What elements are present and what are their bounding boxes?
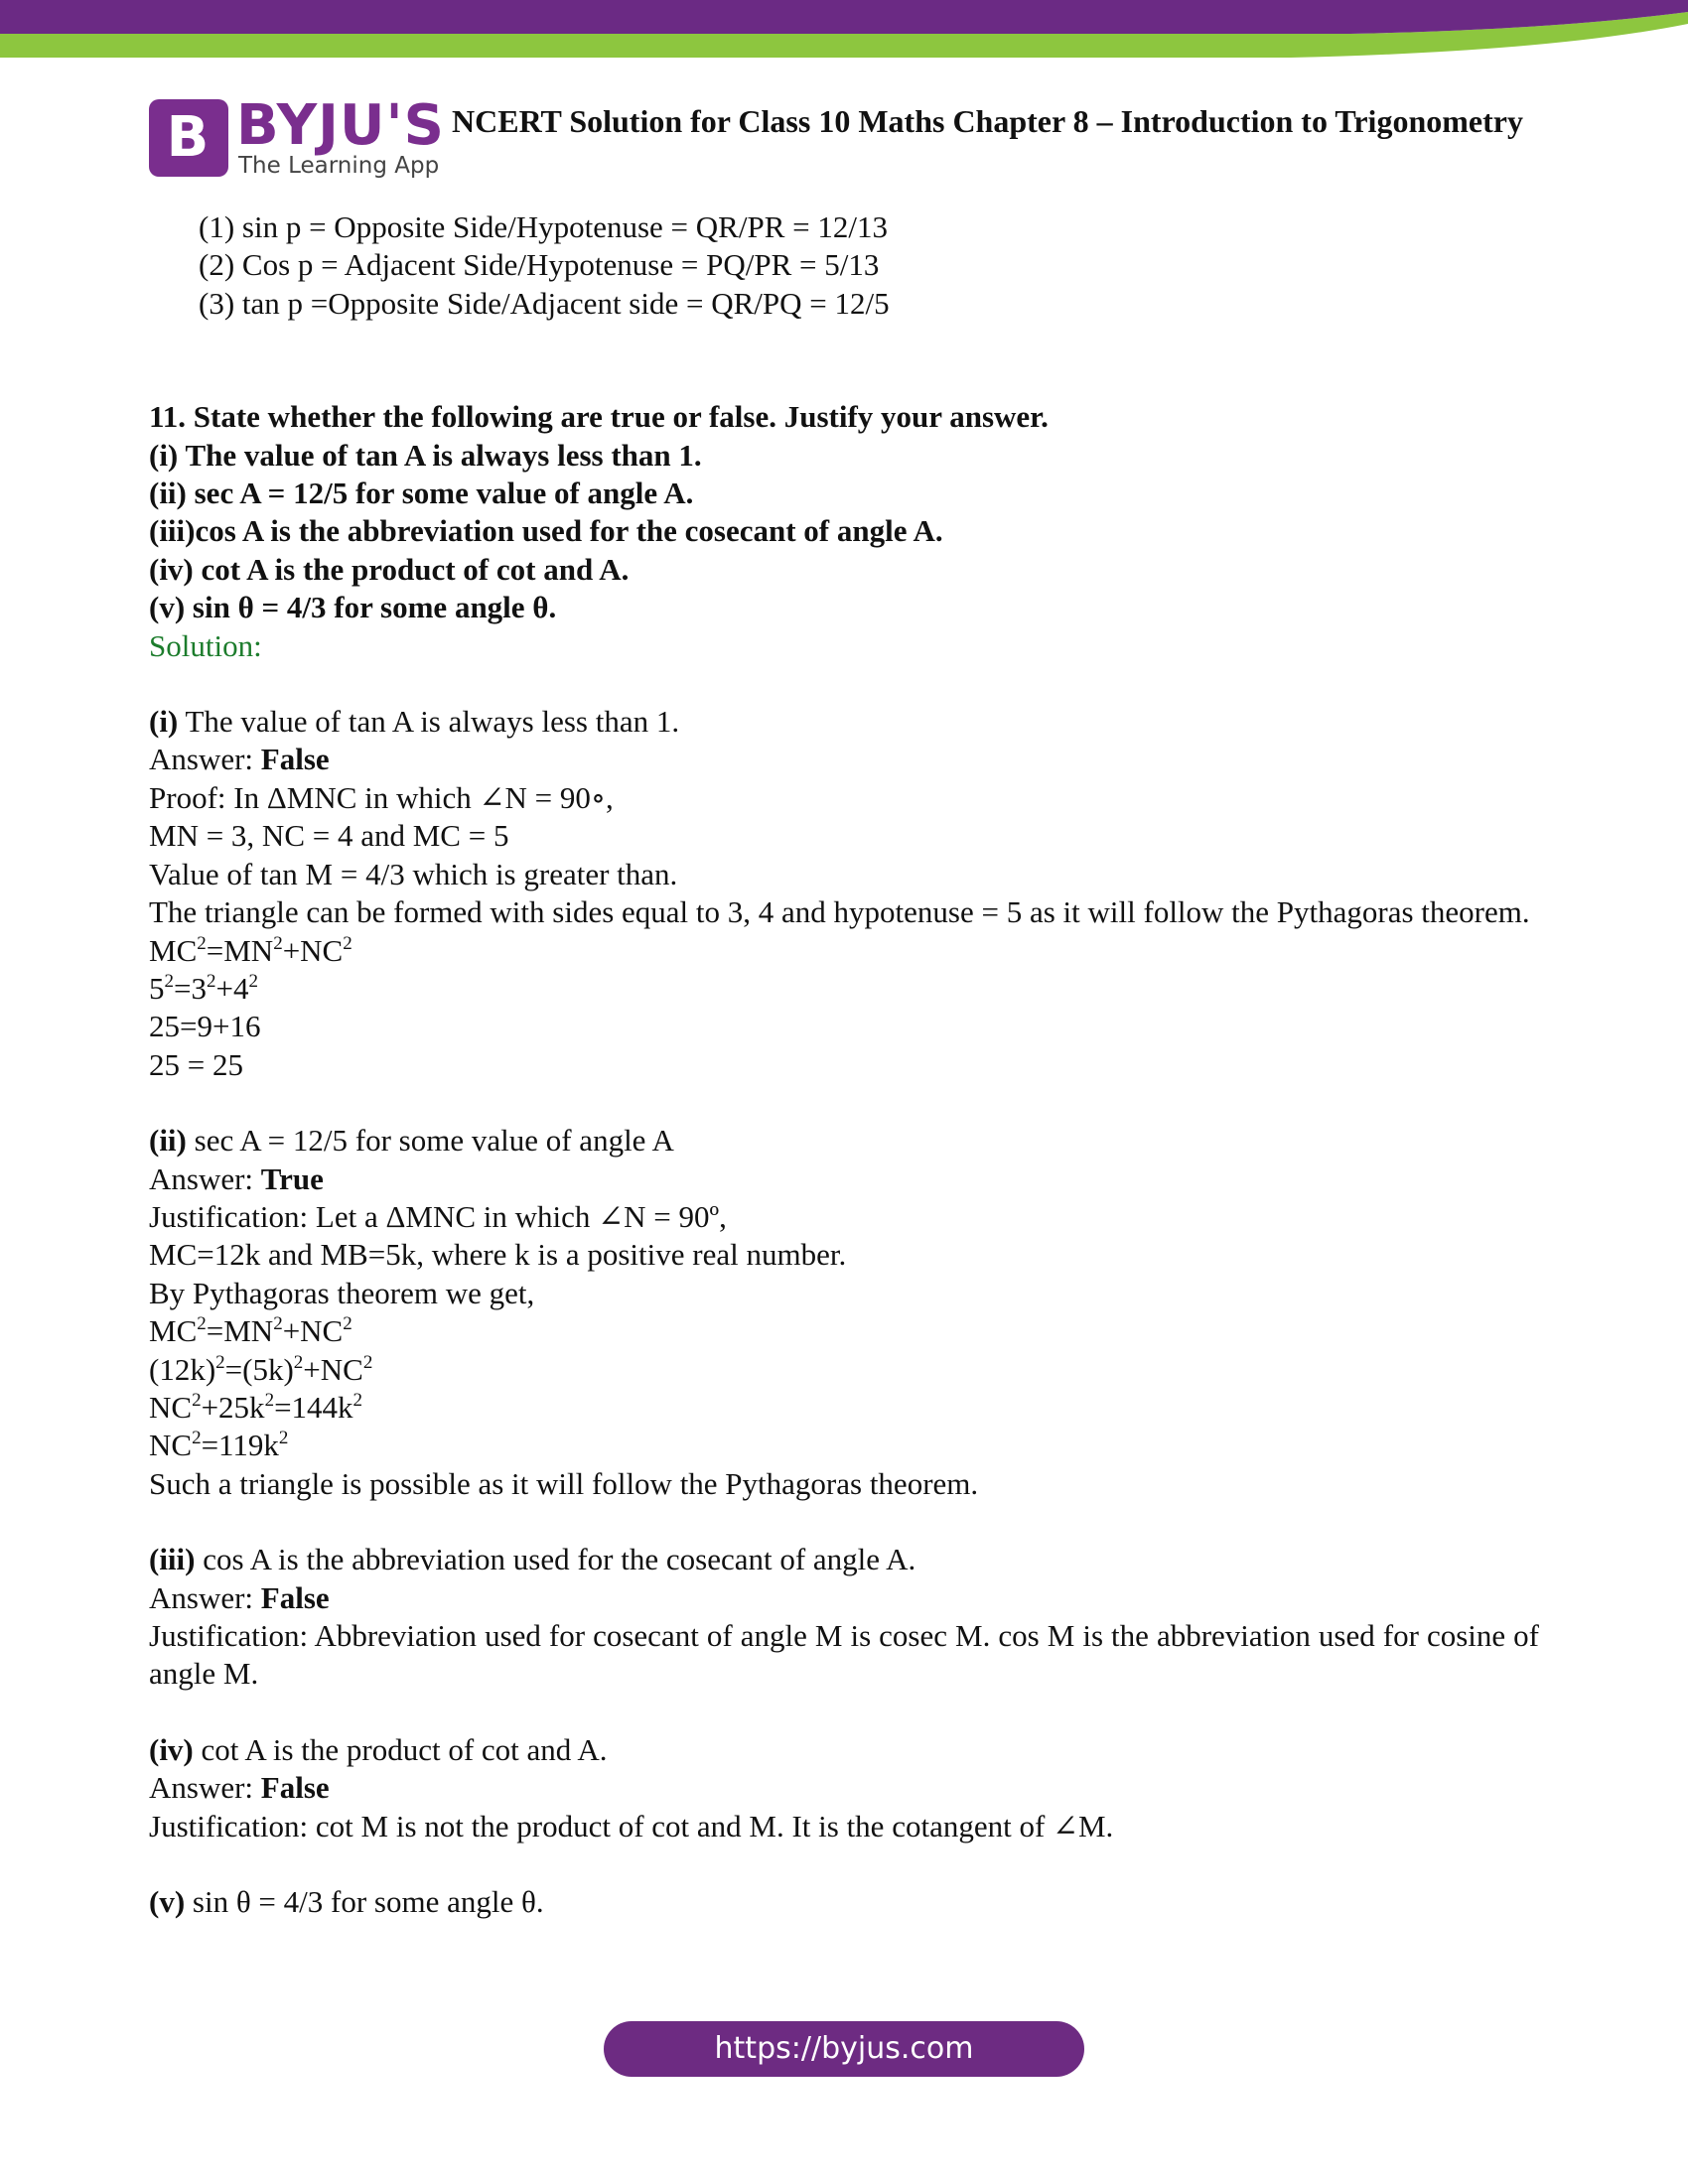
justification-line: Justification: Let a ΔMNC in which ∠N = 90º, [149, 1198, 727, 1234]
part-statement: The value of tan A is always less than 1. [178, 704, 680, 740]
question-line: (ii) sec A = 12/5 for some value of angle A. [149, 476, 694, 511]
proof-paragraph: The triangle can be formed with sides equal to 3, 4 and hypotenuse = 5 as it will follow the Pythagoras theorem. [149, 894, 1530, 930]
question-line: (i) The value of tan A is always less than 1. [149, 437, 702, 473]
proof-line: Value of tan M = 4/3 which is greater than. [149, 856, 678, 891]
equation: $NC^2+25k^2=144k^2$ [149, 1389, 363, 1425]
prev-answer-line: (3) tan p =Opposite Side/Adjacent side = QR/PQ = 12/5 [199, 285, 890, 321]
answer-value: True [260, 1160, 324, 1196]
previous-answers [149, 208, 1539, 323]
answer-label: Answer: [149, 1770, 261, 1806]
equation: $NC^2=119k^2$ [149, 1428, 289, 1463]
equation: $MC^2=MN^2+NC^2$ [149, 932, 352, 968]
prev-answer-line: (1) sin p = Opposite Side/Hypotenuse = QR/PR = 12/13 [199, 209, 888, 244]
part-number: (iv) [149, 1731, 194, 1767]
justification-line: By Pythagoras theorem we get, [149, 1275, 535, 1310]
proof-line: Proof: In ΔMNC in which ∠N = 90∘, [149, 779, 614, 815]
equation: $5^2=3^2+4^2$ [149, 970, 258, 1006]
conclusion-line: Such a triangle is possible as it will follow the Pythagoras theorem. [149, 1465, 979, 1501]
footer-url-link[interactable]: https://byjus.com [604, 2021, 1084, 2077]
logo-name: BYJU'S [236, 93, 445, 158]
prev-answer-line: (2) Cos p = Adjacent Side/Hypotenuse = PQ/PR = 5/13 [199, 247, 880, 283]
part-number: (i) [149, 704, 179, 740]
logo-badge [149, 99, 228, 177]
part-number: (ii) [149, 1123, 187, 1159]
equation: 25=9+16 [149, 1009, 261, 1044]
solution-part-1 [149, 703, 1539, 1084]
part-statement: sin θ = 4/3 for some angle θ. [185, 1884, 544, 1920]
answer-value: False [260, 1579, 330, 1615]
part-statement: cos A is the abbreviation used for the cosecant of angle A. [195, 1542, 916, 1577]
question-line: (iv) cot A is the product of cot and A. [149, 551, 630, 587]
solution-part-3 [149, 1541, 1539, 1694]
logo-tagline: The Learning App [238, 153, 440, 179]
question-line: 11. State whether the following are true or false. Justify your answer. [149, 399, 1049, 435]
part-statement: sec A = 12/5 for some value of angle A [186, 1123, 674, 1159]
solution-part-4 [149, 1731, 1539, 1845]
question-11 [149, 398, 1539, 665]
document-title: NCERT Solution for Class 10 Maths Chapter 8 – Introduction to Trigonometry [452, 103, 1523, 139]
equation: $MC^2=MN^2+NC^2$ [149, 1313, 352, 1349]
answer-label: Answer: [149, 1160, 261, 1196]
answer-label: Answer: [149, 1579, 261, 1615]
justification-line: Justification: cot M is not the product of cot and M. It is the cotangent of ∠M. [149, 1808, 1114, 1843]
part-number: (v) [149, 1884, 186, 1920]
answer-value: False [260, 742, 330, 777]
equation: $(12k)^2=(5k)^2+NC^2$ [149, 1351, 373, 1387]
question-line: (v) sin θ = 4/3 for some angle θ. [149, 590, 557, 625]
byjus-logo[interactable] [149, 95, 447, 185]
solution-label: Solution: [149, 627, 262, 663]
document-header [149, 95, 1579, 185]
answer-label: Answer: [149, 742, 261, 777]
part-number: (iii) [149, 1542, 196, 1577]
equation: 25 = 25 [149, 1046, 243, 1082]
justification-line: MC=12k and MB=5k, where k is a positive real number. [149, 1237, 847, 1273]
proof-line: MN = 3, NC = 4 and MC = 5 [149, 818, 509, 854]
logo-letter: B [166, 105, 210, 170]
page-content [149, 208, 1539, 1921]
top-brand-band [0, 0, 1688, 64]
justification-paragraph: Justification: Abbreviation used for cosecant of angle M is cosec M. cos M is the abbreviation used for cosine of angle M. [149, 1618, 1539, 1692]
solution-part-2 [149, 1122, 1539, 1503]
part-statement: cot A is the product of cot and A. [193, 1731, 608, 1767]
solution-part-5 [149, 1883, 1539, 1921]
question-line: (iii)cos A is the abbreviation used for the cosecant of angle A. [149, 513, 943, 549]
answer-value: False [260, 1770, 330, 1806]
